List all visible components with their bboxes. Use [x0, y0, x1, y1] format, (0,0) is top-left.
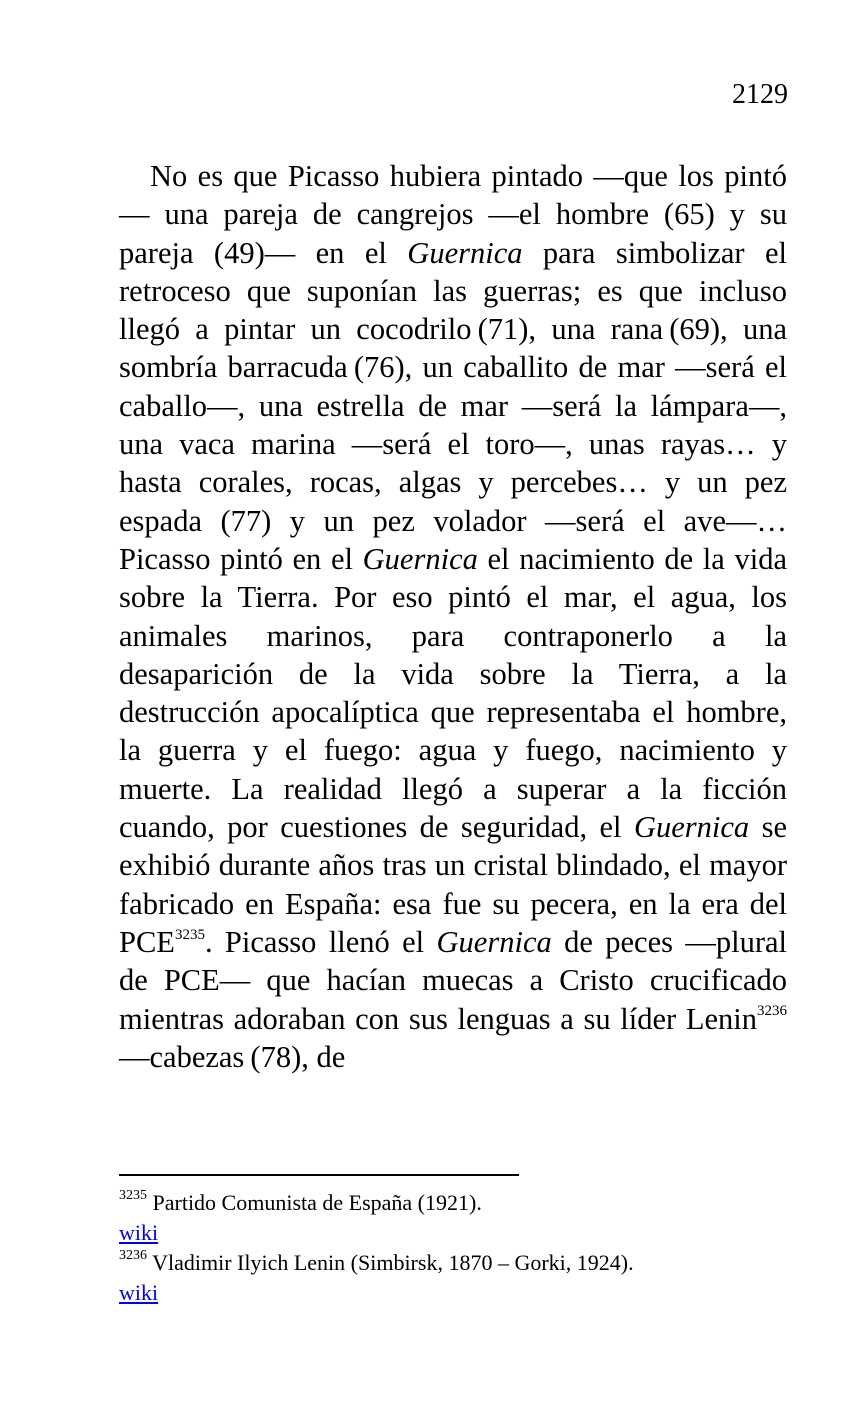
footnote-text: Partido Comunista de España (1921). [147, 1190, 482, 1215]
wiki-link[interactable]: wiki [119, 1280, 159, 1305]
body-paragraph [119, 157, 787, 1076]
body-text-segment: para simbolizar el retroceso que suponían las guerras; es que incluso llegó a pintar un cocodrilo (71), una rana (69), una sombría barracuda (76), un caballito de mar —será el caballo—, una estrella de mar —será la lámpara—, una vaca marina —será el toro—, unas rayas… y hasta corales, rocas, algas y percebes… y un pez espada (77) y un pez volador —será el ave—… Picasso pintó en el [119, 235, 787, 576]
footnote-3235 [119, 1188, 787, 1248]
page-number: 2129 [732, 79, 788, 110]
footnote-reference-3235: 3235 [174, 926, 205, 943]
footnote-text: Vladimir Ilyich Lenin (Simbirsk, 1870 – Gorki, 1924). [147, 1250, 634, 1275]
artwork-title-italic: Guernica [436, 924, 552, 959]
artwork-title-italic: Guernica [633, 810, 750, 845]
footnote-separator [119, 1174, 519, 1176]
body-text-segment: No es que Picasso hubiera pintado —que los pintó— una pareja de cangrejos —el hombre (65) y su pareja (49)— en el [119, 159, 787, 270]
footnote-line [119, 1248, 787, 1278]
footnote-3236 [119, 1248, 787, 1308]
body-text-segment: se exhibió durante años tras un cristal blindado, el mayor fabricado en España: esa fue su pecera, en la era del PCE [119, 810, 787, 959]
body-text-segment: de peces —plural de PCE— que hacían muecas a Cristo crucificado mientras adoraban con sus lenguas a su líder Lenin [119, 924, 787, 1036]
footnote-reference-3236: 3236 [757, 1003, 787, 1020]
wiki-link[interactable]: wiki [119, 1220, 159, 1245]
artwork-title-italic: Guernica [362, 541, 478, 576]
body-text-segment: . Picasso llenó el [204, 924, 437, 959]
footnote-line [119, 1188, 787, 1218]
footnote-number: 3236 [119, 1247, 147, 1263]
artwork-title-italic: Guernica [407, 235, 523, 270]
footnote-number: 3235 [119, 1187, 147, 1203]
footnotes [119, 1188, 787, 1308]
body-text-segment: el nacimiento de la vida sobre la Tierra. Por eso pintó el mar, el agua, los animales marinos, para contraponerlo a la desaparición de la vida sobre la Tierra, a la destrucción apocalíptica que representaba el hombre, la guerra y el fuego: agua y fuego, nacimiento y muerte. La realidad llegó a superar a la ficción cuando, por cuestiones de seguridad, el [119, 541, 787, 845]
body-text-segment: —cabezas (78), de [119, 1039, 346, 1074]
